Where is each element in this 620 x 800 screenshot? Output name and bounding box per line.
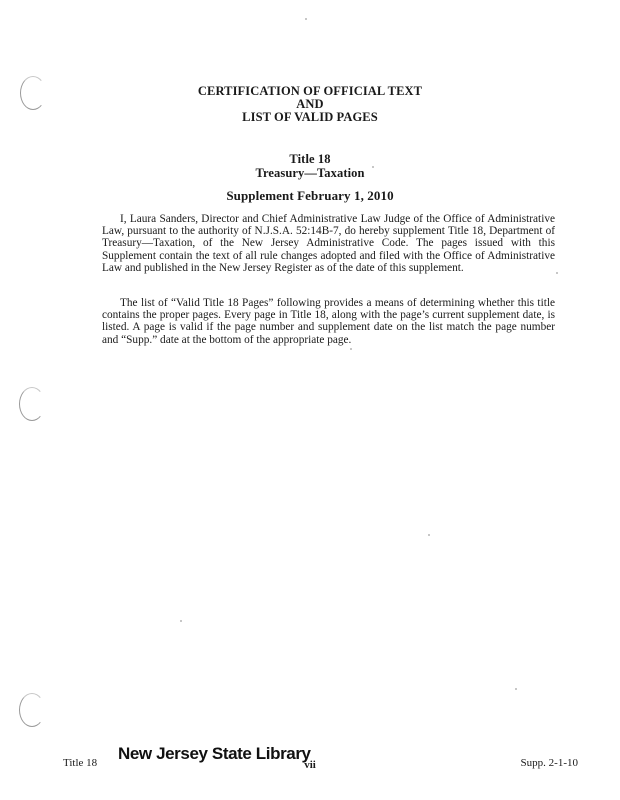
certification-paragraph: I, Laura Sanders, Director and Chief Administrative Law Judge of the Office of Administrative Law, pursuant to the authority of N.J.S.A. 52:14B-7, do hereby supplement Title 18, Department of Treasury—Taxation, of the New Jersey Administrative Code. The pages issued with this Supplement contain the text of all rule changes adopted and filed with the Office of Administrative Law and published in the New Jersey Register as of the date of this supplement. [102,213,555,274]
footer-supplement: Supp. 2-1-10 [520,757,578,769]
scan-speck [372,166,374,168]
title-name: Treasury—Taxation [255,166,365,180]
footer-page-number: vii [304,759,316,771]
library-stamp: New Jersey State Library [118,744,311,763]
scan-speck [180,620,182,622]
scan-speck [515,688,517,690]
certification-heading-line-1: CERTIFICATION OF OFFICIAL TEXT [197,84,423,98]
scan-speck [350,348,352,350]
punch-hole-mark [19,693,45,727]
scan-speck [305,18,307,20]
certification-heading-line-2: AND [296,97,324,111]
title-number: Title 18 [289,152,331,166]
scan-speck [428,534,430,536]
supplement-date: Supplement February 1, 2010 [226,188,394,203]
punch-hole-mark [19,387,45,421]
footer-title: Title 18 [63,757,98,769]
scan-speck [556,272,558,274]
certification-heading-line-3: LIST OF VALID PAGES [242,110,378,124]
valid-pages-paragraph: The list of “Valid Title 18 Pages” following provides a means of determining whether this title contains the proper pages. Every page in Title 18, along with the page’s current supplement date, is listed. A page is valid if the page number and supplement date on the list match the page number and “Supp.” date at the bottom of the appropriate page. [102,297,555,346]
